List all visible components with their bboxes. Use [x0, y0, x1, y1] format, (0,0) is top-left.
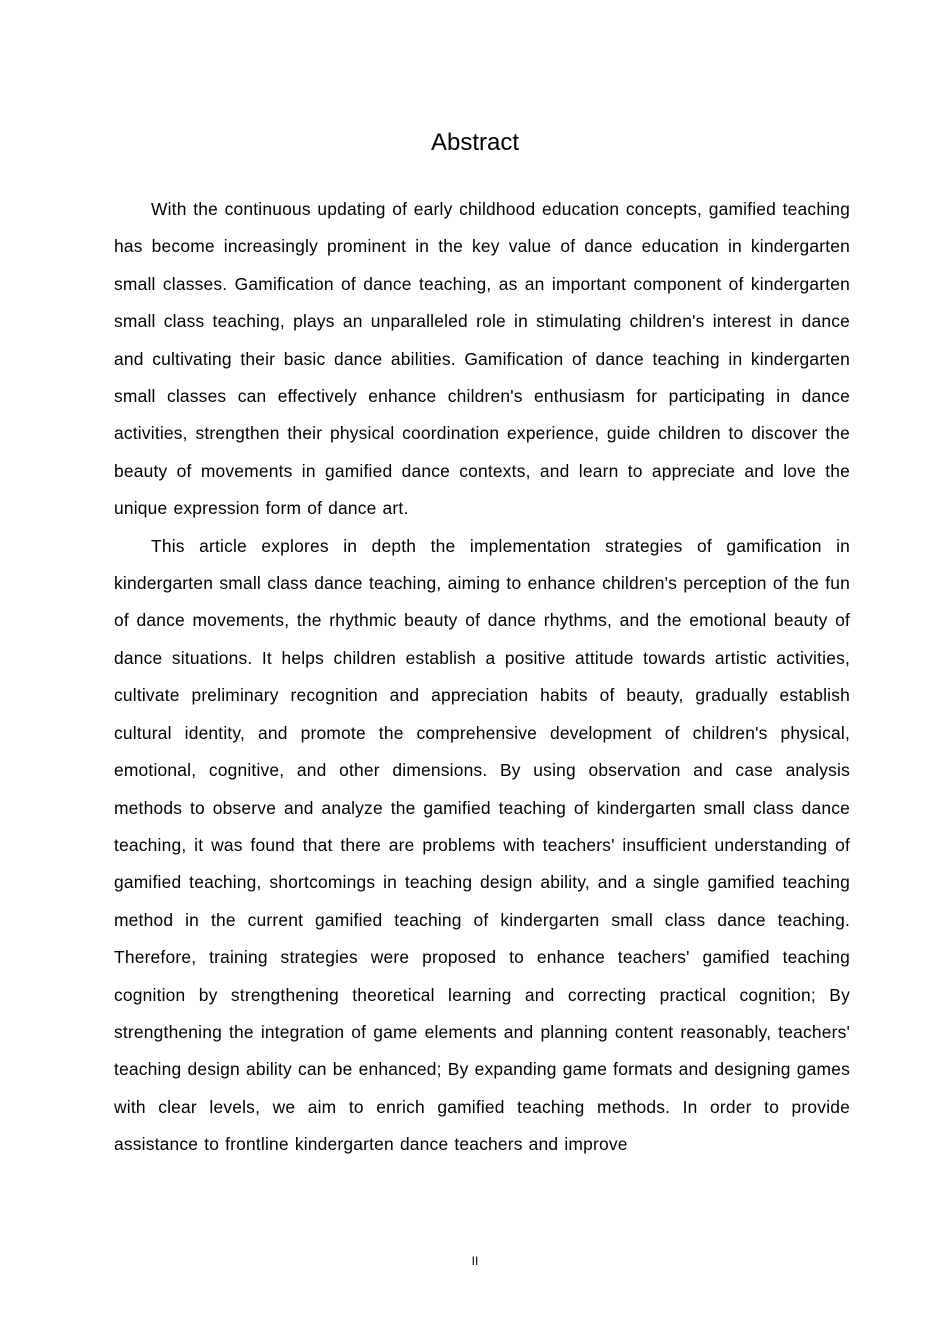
abstract-title: Abstract [430, 129, 520, 156]
page-number: II [471, 1254, 479, 1268]
abstract-body [114, 191, 850, 1164]
abstract-paragraph-2: This article explores in depth the implementation strategies of gamification in kindergarten small class dance teaching, aiming to enhance children's perception of the fun of dance movements, the rhythmic beauty of dance rhythms, and the emotional beauty of dance situations. It helps children establish a positive attitude towards artistic activities, cultivate preliminary recognition and appreciation habits of beauty, gradually establish cultural identity, and promote the comprehensive development of children's physical, emotional, cognitive, and other dimensions. By using observation and case analysis methods to observe and analyze the gamified teaching of kindergarten small class dance teaching, it was found that there are problems with teachers' insufficient understanding of gamified teaching, shortcomings in teaching design ability, and a single gamified teaching method in the current gamified teaching of kindergarten small class dance teaching. Therefore, training strategies were proposed to enhance teachers' gamified teaching cognition by strengthening theoretical learning and correcting practical cognition; By strengthening the integration of game elements and planning content reasonably, teachers' teaching design ability can be enhanced; By expanding game formats and designing games with clear levels, we aim to enrich gamified teaching methods. In order to provide assistance to frontline kindergarten dance teachers and improve [114, 535, 850, 1155]
abstract-paragraph-1: With the continuous updating of early childhood education concepts, gamified teaching has become increasingly prominent in the key value of dance education in kindergarten small classes. Gamification of dance teaching, as an important component of kindergarten small class teaching, plays an unparalleled role in stimulating children's interest in dance and cultivating their basic dance abilities. Gamification of dance teaching in kindergarten small classes can effectively enhance children's enthusiasm for participating in dance activities, strengthen their physical coordination experience, guide children to discover the beauty of movements in gamified dance contexts, and learn to appreciate and love the unique expression form of dance art. [114, 199, 850, 519]
